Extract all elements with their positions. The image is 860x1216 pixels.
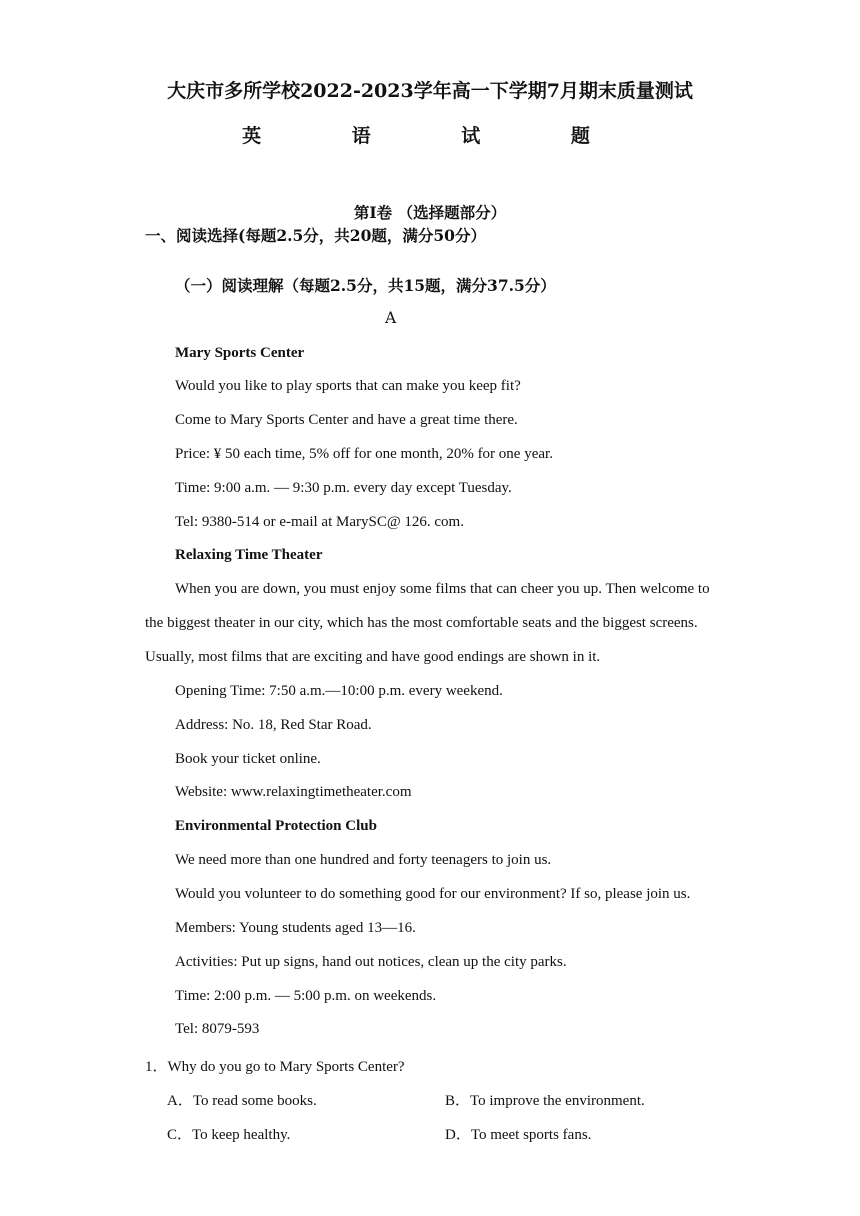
subsection-heading: （一）阅读理解（每题2.5分，共15题，满分37.5分） [175,276,556,295]
ad-heading-club: Environmental Protection Club [175,818,377,834]
ad-line: Address: No. 18, Red Star Road. [175,717,372,733]
option-d: D．To meet sports fans. [445,1127,592,1143]
option-b: B．To improve the environment. [445,1093,645,1109]
paragraph-line: When you are down, you must enjoy some films that can cheer you up. Then welcome to [175,581,710,597]
question-stem: 1．Why do you go to Mary Sports Center? [145,1059,405,1075]
ad-line: Time: 2:00 p.m. — 5:00 p.m. on weekends. [175,988,437,1004]
ad-heading-sports-center: Mary Sports Center [175,345,305,361]
paragraph-line: the biggest theater in our city, which has the most comfortable seats and the biggest screens. [145,615,698,631]
passage-letter: A [385,309,397,327]
exam-title: 大庆市多所学校2022-2023学年高一下学期7月期末质量测试 [167,80,693,102]
ad-line: Would you volunteer to do something good for our environment? If so, please join us. [175,886,691,902]
section-heading: 一、阅读选择(每题2.5分，共20题，满分50分） [145,226,486,245]
ad-line: Tel: 9380-514 or e-mail at MarySC@ 126. com. [175,514,464,530]
ad-line: Members: Young students aged 13—16. [175,920,416,936]
ad-line: Opening Time: 7:50 a.m.—10:00 p.m. every weekend. [175,683,503,699]
ad-line: Tel: 8079-593 [175,1021,260,1037]
ad-line: Would you like to play sports that can make you keep fit? [175,378,521,394]
ad-line: Price: ¥ 50 each time, 5% off for one month, 20% for one year. [175,446,553,462]
part-label: 第Ⅰ卷 （选择题部分） [353,203,507,222]
ad-line: Activities: Put up signs, hand out notices, clean up the city parks. [175,954,567,970]
ad-line: Website: www.relaxingtimetheater.com [175,784,412,800]
paragraph-line: Usually, most films that are exciting and have good endings are shown in it. [145,649,601,665]
ad-line: Time: 9:00 a.m. — 9:30 p.m. every day except Tuesday. [175,480,512,496]
ad-line: Come to Mary Sports Center and have a great time there. [175,412,518,428]
option-c: C．To keep healthy. [167,1127,291,1143]
option-a: A．To read some books. [167,1093,317,1109]
ad-heading-theater: Relaxing Time Theater [175,547,323,563]
ad-line: Book your ticket online. [175,751,321,767]
exam-subtitle: 英 语 试 题 [242,125,618,147]
ad-line: We need more than one hundred and forty teenagers to join us. [175,852,552,868]
